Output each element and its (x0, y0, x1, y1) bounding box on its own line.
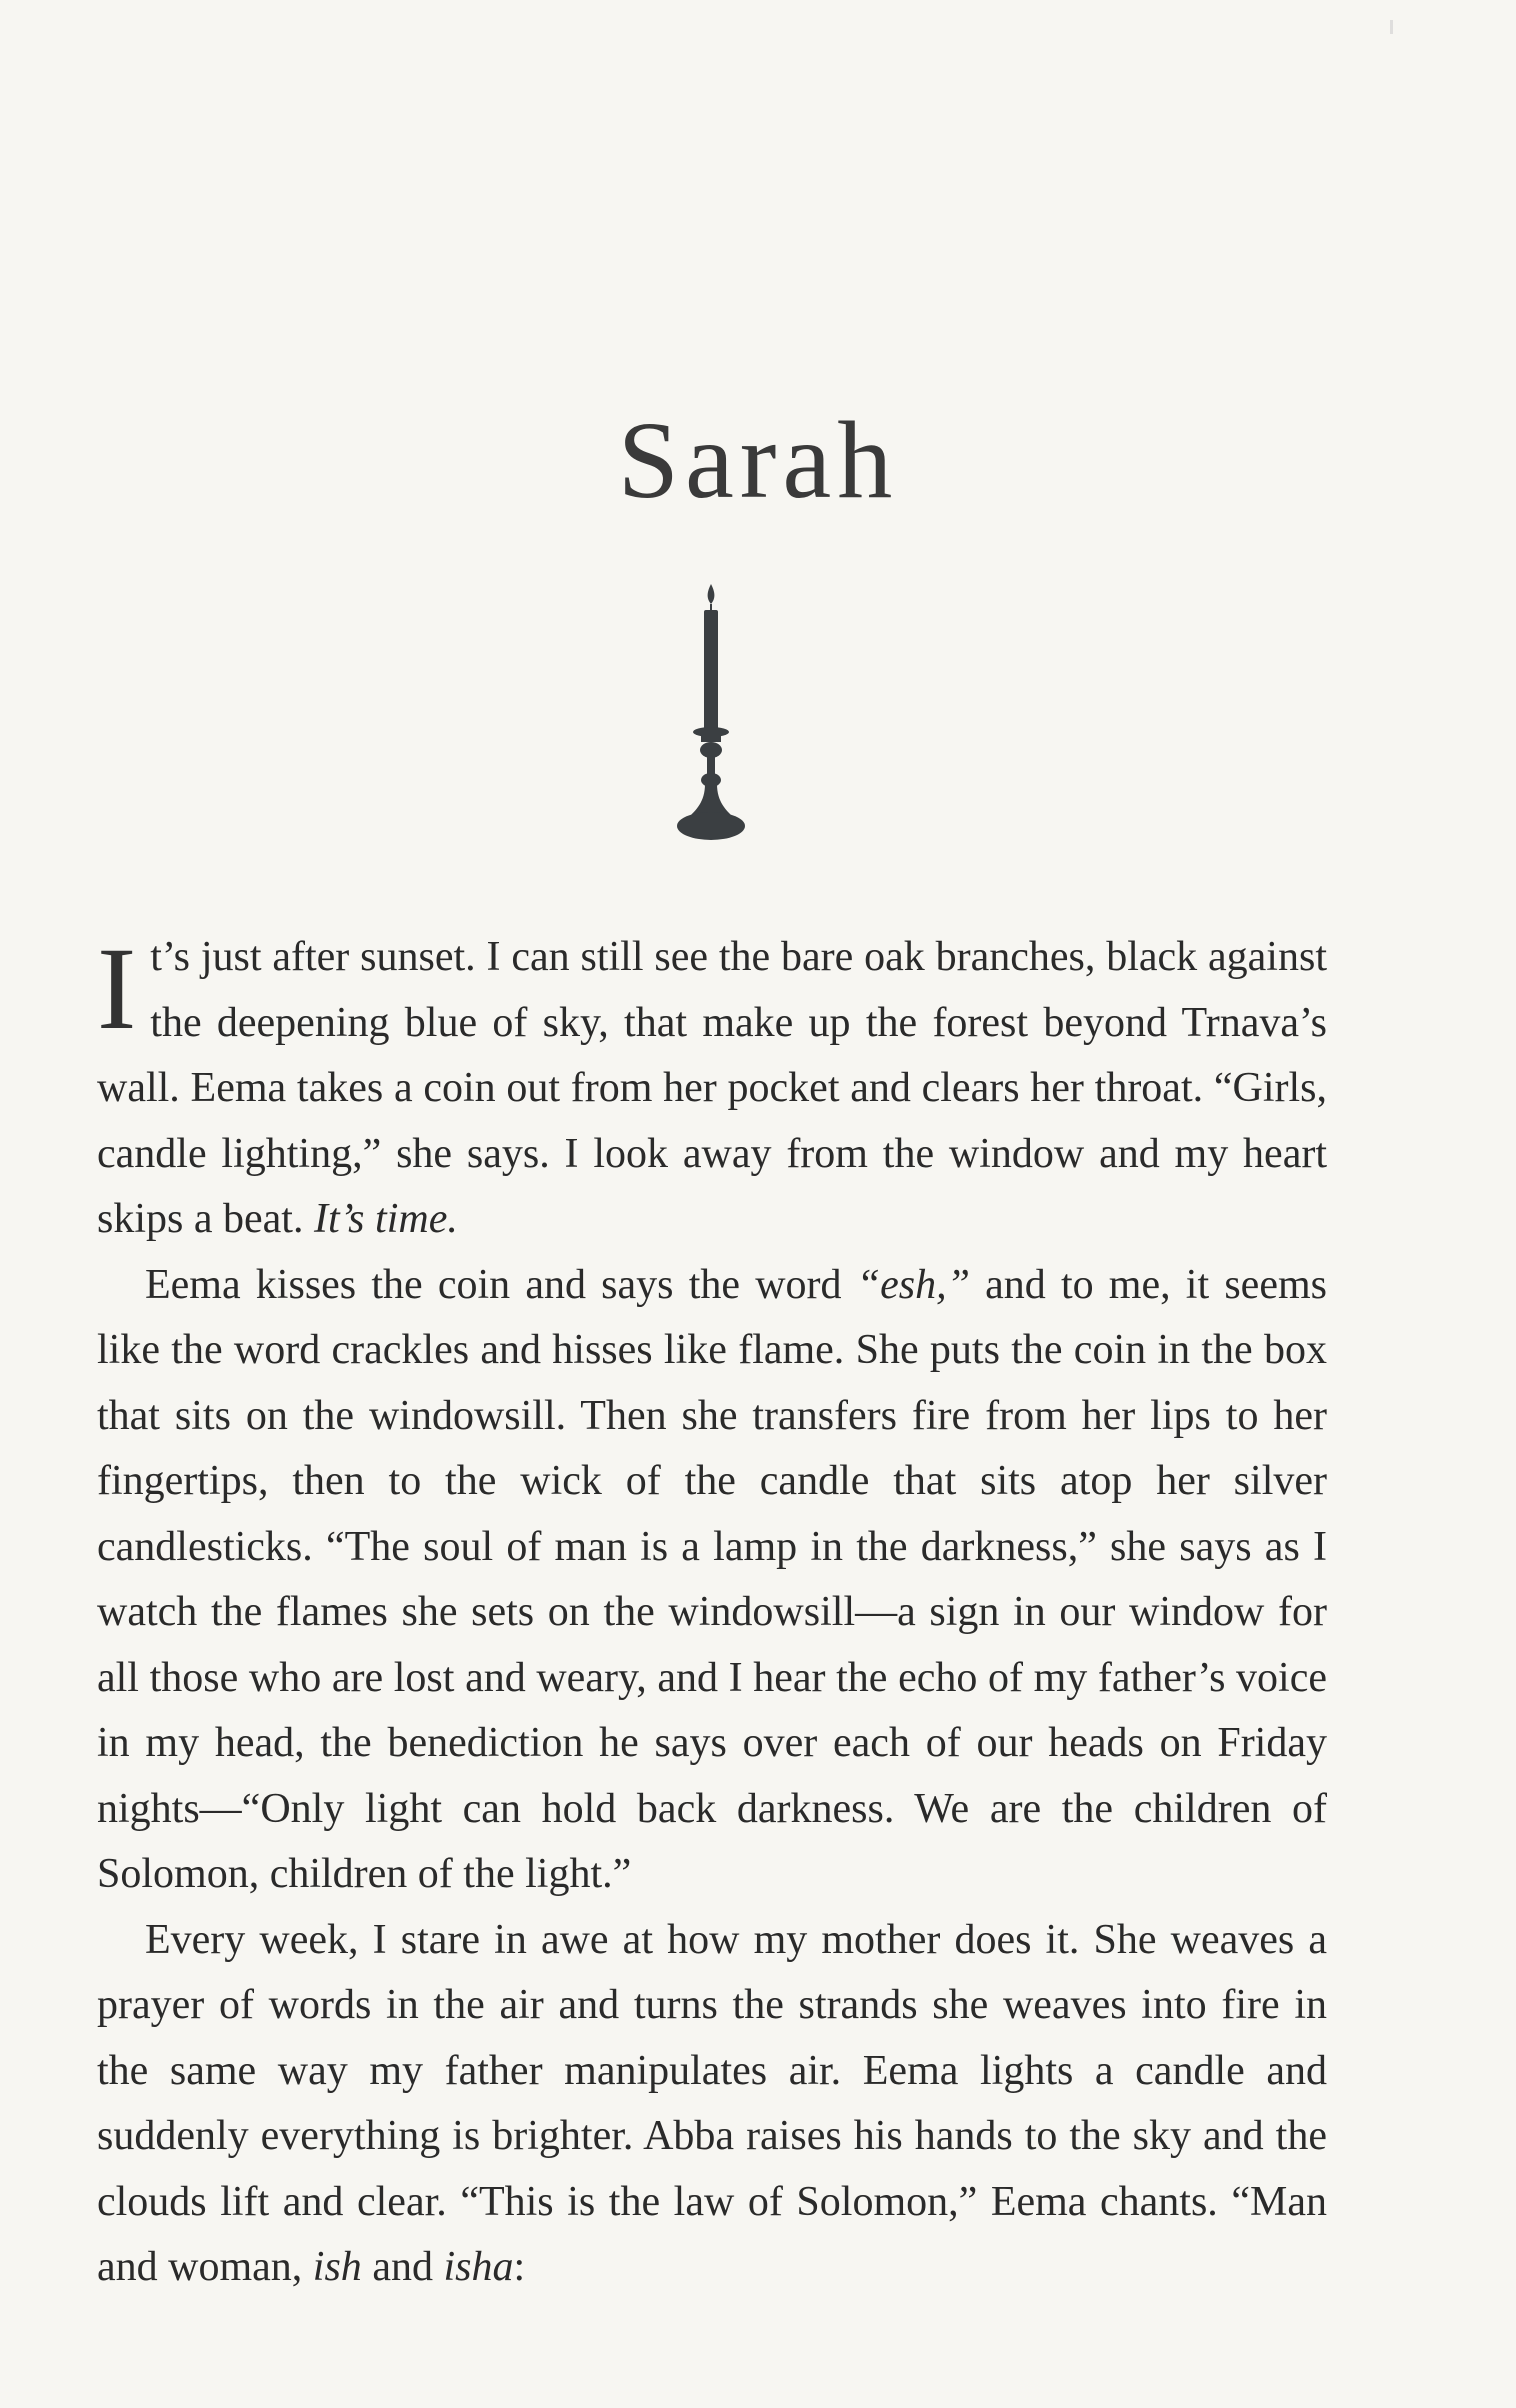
paragraph-3-emphasis-2: isha (443, 2244, 514, 2290)
paragraph-3-emphasis-1: ish (312, 2244, 362, 2290)
paragraph-2-text-b: and to me, it seems like the word crackles and hisses like flame. She puts the coin in the box that sits on the windowsill. Then she transfers fire from her lips to her fingertips, then to the wick of the candle that sits atop her silver candlesticks. “The soul of man is a lamp in the darkness,” she says as I watch the flames she sets on the windowsill—a sign in our window for all those who are lost and weary, and I hear the echo of my father’s voice in my head, the benediction he says over each of our heads on Friday nights—“Only light can hold back darkness. We are the children of Solomon, children of the light.” (97, 1261, 1327, 1897)
paragraph-3-text-b: and (361, 2244, 444, 2290)
page-smudge (1390, 20, 1393, 34)
paragraph-1-text: t’s just after sunset. I can still see the bare oak branches, black against the deepening blue of sky, that make up the forest beyond Trnava’s wall. Eema takes a coin out from her pocket and clears her throat. “Girls, candle lighting,” she says. I look away from the window and my heart skips a beat. (97, 934, 1327, 1242)
drop-cap: I (97, 923, 137, 1054)
candle-icon (666, 580, 756, 850)
paragraph-1 (97, 925, 1327, 1253)
paragraph-3-text-a: Every week, I stare in awe at how my mother does it. She weaves a prayer of words in the air and turns the strands she weaves into fire in the same way my father manipulates air. Eema lights a candle and suddenly everything is brighter. Abba raises his hands to the sky and the clouds lift and clear. “This is the law of Solomon,” Eema chants. “Man and woman, (97, 1916, 1327, 2290)
chapter-title: Sarah (617, 399, 899, 521)
body-text (97, 925, 1327, 2301)
paragraph-1-emphasis: It’s time. (313, 1196, 458, 1242)
paragraph-3-text-c: : (513, 2244, 526, 2290)
paragraph-2-emphasis: “esh,” (856, 1261, 970, 1308)
paragraph-2 (97, 1253, 1327, 1908)
paragraph-2-text-a: Eema kisses the coin and says the word (145, 1261, 857, 1308)
paragraph-3 (97, 1908, 1327, 2301)
